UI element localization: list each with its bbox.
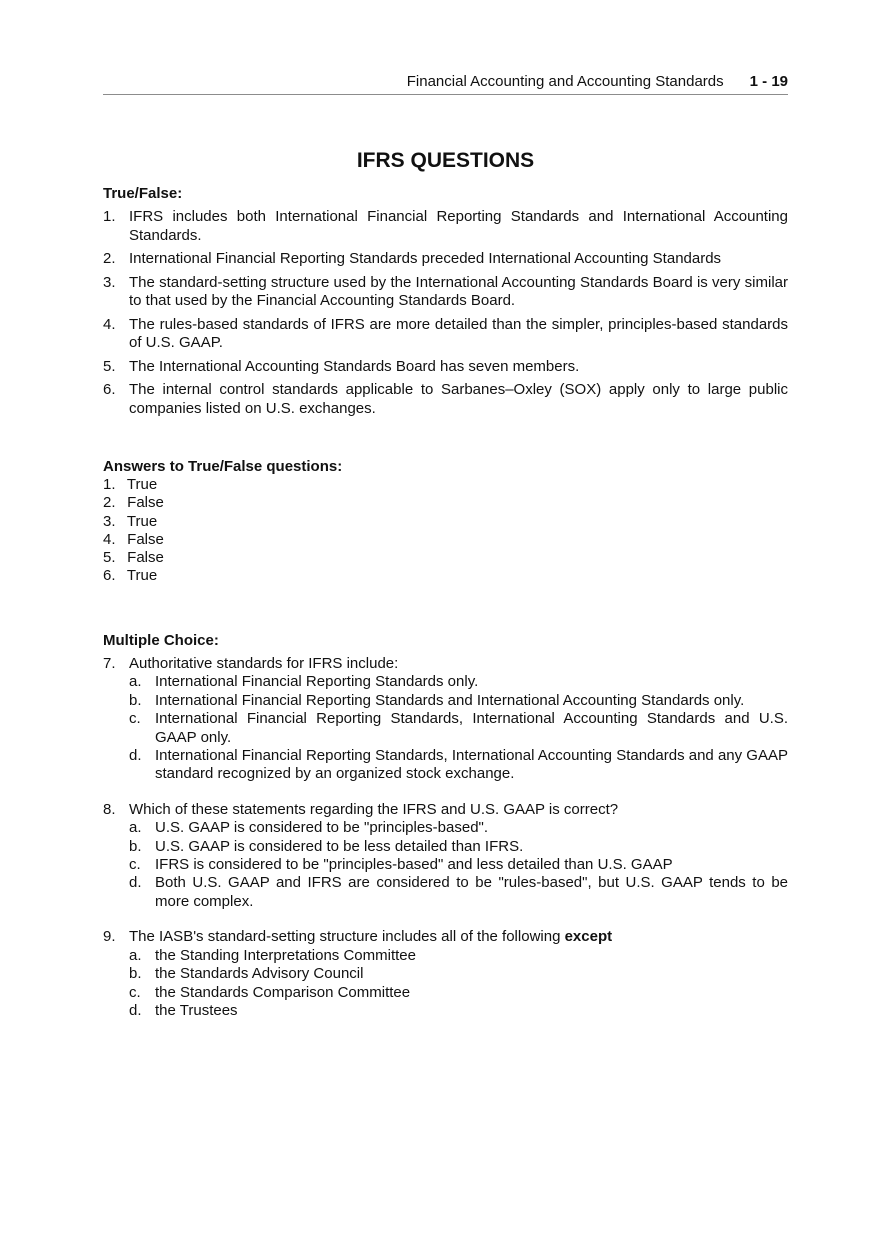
question-9: [103, 928, 788, 1020]
option-item: a. U.S. GAAP is considered to be "principles-based".: [129, 819, 489, 837]
list-item: 6. True: [103, 567, 158, 585]
true-false-list: [103, 208, 788, 418]
option-item: d. Both U.S. GAAP and IFRS are considered to be "rules-based", but U.S. GAAP tends to be more complex.: [129, 874, 788, 910]
option-item: d. the Trustees: [129, 1001, 238, 1019]
list-item: 4. The rules-based standards of IFRS are more detailed than the simpler, principles-based standards of U.S. GAAP.: [103, 315, 788, 351]
answers-heading: Answers to True/False questions:: [103, 458, 343, 475]
options-list: [103, 819, 788, 911]
option-item: a. the Standing Interpretations Committee: [129, 946, 416, 964]
list-item: 1. True: [103, 476, 158, 493]
list-item: 1. IFRS includes both International Financial Reporting Standards and International Accounting Standards.: [103, 208, 788, 244]
list-item: 2. International Financial Reporting Standards preceded International Accounting Standards: [103, 250, 722, 267]
option-item: c. the Standards Comparison Committee: [129, 983, 411, 1001]
answers-section: [103, 458, 788, 586]
option-item: b. International Financial Reporting Standards and International Accounting Standards only.: [129, 691, 745, 709]
option-item: d. International Financial Reporting Standards, International Accounting Standards and any GAAP standard recognized by an organized stock exchange.: [129, 747, 788, 783]
list-item: 2. False: [103, 494, 164, 512]
true-false-section: [103, 185, 788, 423]
answers-list: [103, 476, 788, 586]
options-list: [103, 673, 788, 783]
multiple-choice-section: [103, 632, 788, 1037]
question-text: 8. Which of these statements regarding the IFRS and U.S. GAAP is correct?: [103, 800, 619, 818]
option-item: c. IFRS is considered to be "principles-based" and less detailed than U.S. GAAP: [129, 856, 673, 874]
page-title: IFRS QUESTIONS: [356, 149, 535, 172]
list-item: 6. The internal control standards applicable to Sarbanes–Oxley (SOX) apply only to large public companies listed on U.S. exchanges.: [103, 381, 788, 417]
list-item: 3. True: [103, 512, 158, 530]
option-item: a. International Financial Reporting Standards only.: [129, 673, 479, 691]
question-8: [103, 801, 788, 911]
running-header: [103, 72, 788, 95]
question-text: 9. The IASB's standard-setting structure includes all of the following except: [103, 928, 613, 946]
option-item: b. U.S. GAAP is considered to be less detailed than IFRS.: [129, 837, 524, 855]
question-text: 7. Authoritative standards for IFRS include:: [103, 655, 399, 672]
running-title: Financial Accounting and Accounting Standards: [406, 73, 724, 90]
list-item: 5. The International Accounting Standards Board has seven members.: [103, 357, 580, 375]
option-item: b. the Standards Advisory Council: [129, 965, 364, 983]
multiple-choice-heading: Multiple Choice:: [103, 632, 219, 649]
list-item: 3. The standard-setting structure used by the International Accounting Standards Board is very similar to that used by the Financial Accounting Standards Board.: [103, 273, 788, 309]
emphasis-except: except: [564, 928, 613, 946]
options-list: [103, 947, 788, 1021]
page-number: 1 - 19: [749, 73, 788, 90]
option-item: c. International Financial Reporting Standards, International Accounting Standards and U.S. GAAP only.: [129, 710, 788, 746]
list-item: 4. False: [103, 530, 164, 548]
question-7: [103, 655, 788, 784]
list-item: 5. False: [103, 549, 164, 567]
true-false-heading: True/False:: [103, 185, 183, 202]
